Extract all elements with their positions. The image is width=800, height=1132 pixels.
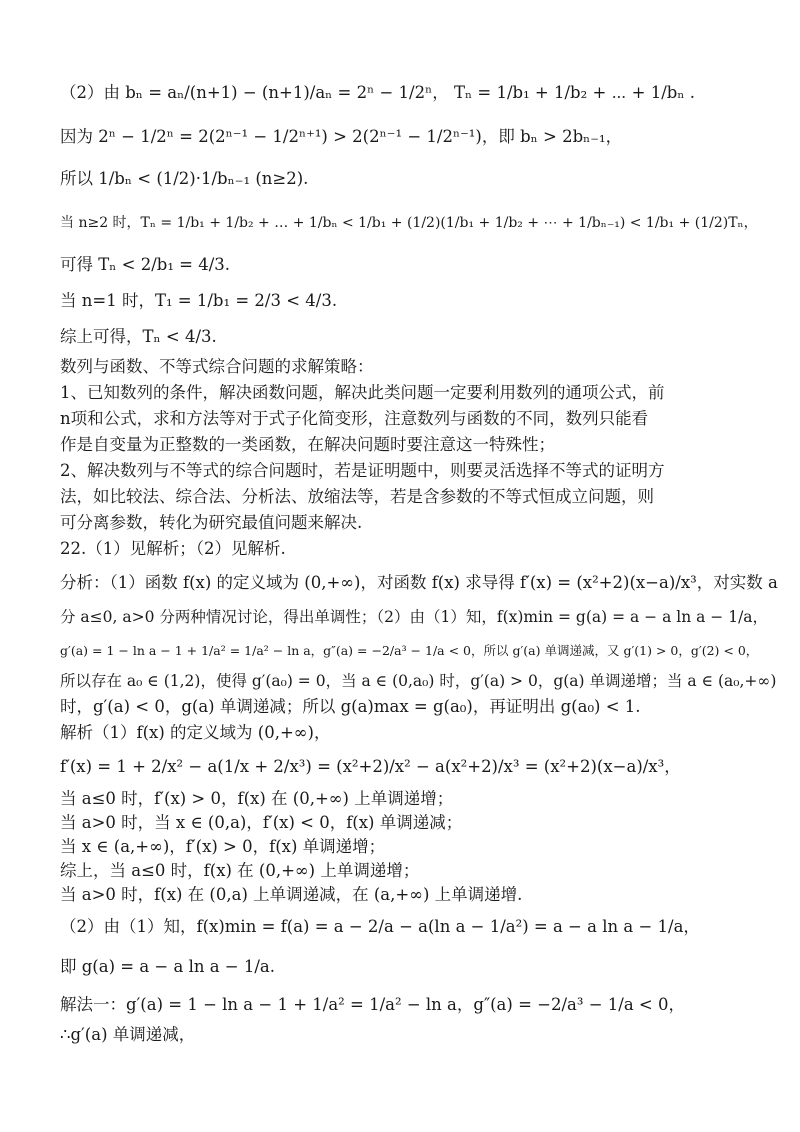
- line-n-equals-1: 当 n=1 时，T₁ = 1/b₁ = 2/3 < 4/3.: [60, 291, 338, 310]
- line-strategy-heading: 数列与函数、不等式综合问题的求解策略：: [60, 357, 374, 376]
- line-analysis-1: 分析：（1）函数 f(x) 的定义域为 (0,+∞)，对函数 f(x) 求导得 f′(x) = (x²+2)(x−a)/x³，对实数 a: [60, 573, 778, 592]
- line-reciprocal-bound: 所以 1/bₙ < (1/2)·1/bₙ₋₁ (n≥2).: [60, 169, 309, 188]
- line-analysis-2: 分 a≤0, a>0 分两种情况讨论，得出单调性；（2）由（1）知，f(x)min = g(a) = a − a ln a − 1/a，: [60, 608, 769, 626]
- line-analysis-5: 时，g′(a) < 0，g(a) 单调递减；所以 g(a)max = g(a₀)，再证明出 g(a₀) < 1.: [60, 697, 641, 716]
- line-g-definition: 即 g(a) = a − a ln a − 1/a.: [60, 957, 276, 976]
- line-part2-bn-definition: （2）由 bₙ = aₙ/(n+1) − (n+1)/aₙ = 2ⁿ − 1/2ⁿ， Tₙ = 1/b₁ + 1/b₂ + ⋯ + 1/bₙ .: [60, 83, 695, 102]
- line-strategy-1b: n项和公式，求和方法等对于式子化简变形，注意数列与函数的不同，数列只能看: [60, 409, 649, 428]
- line-part2-fmin: （2）由（1）知，f(x)min = f(a) = a − 2/a − a(ln a − 1/a²) = a − a ln a − 1/a，: [60, 917, 700, 936]
- line-case-a-gt-0-dec: 当 a>0 时，当 x ∈ (0,a)，f′(x) < 0，f(x) 单调递减；: [60, 813, 463, 832]
- line-strategy-1a: 1、已知数列的条件，解决函数问题，解决此类问题一定要利用数列的通项公式，前: [60, 383, 665, 402]
- line-analysis-4: 所以存在 a₀ ∈ (1,2)，使得 g′(a₀) = 0，当 a ∈ (0,a₀) 时，g′(a) > 0，g(a) 单调递增；当 a ∈ (a₀,+∞): [60, 672, 777, 690]
- line-summary-2: 当 a>0 时，f(x) 在 (0,a) 上单调递减，在 (a,+∞) 上单调递增.: [60, 885, 523, 904]
- line-g-prime-decreasing: ∴g′(a) 单调递减，: [60, 1025, 196, 1044]
- line-strategy-1c: 作是自变量为正整数的一类函数，在解决问题时要注意这一特殊性；: [60, 435, 555, 454]
- line-tn-bound: 当 n≥2 时，Tₙ = 1/b₁ + 1/b₂ + … + 1/bₙ < 1/b₁ + (1/2)(1/b₁ + 1/b₂ + ⋯ + 1/bₙ₋₁) < 1/b₁ + (1/2)Tₙ，: [60, 215, 758, 231]
- line-case-a-le-0: 当 a≤0 时，f′(x) > 0，f(x) 在 (0,+∞) 上单调递增；: [60, 789, 454, 808]
- line-tn-result: 可得 Tₙ < 2/b₁ = 4/3.: [60, 255, 231, 274]
- line-summary-1: 综上，当 a≤0 时，f(x) 在 (0,+∞) 上单调递增；: [60, 861, 420, 880]
- line-question-22: 22.（1）见解析；（2）见解析.: [60, 539, 286, 558]
- line-method-1: 解法一：g′(a) = 1 − ln a − 1 + 1/a² = 1/a² − ln a，g″(a) = −2/a³ − 1/a < 0，: [60, 995, 686, 1014]
- line-conclusion: 综上可得，Tₙ < 4/3.: [60, 327, 217, 346]
- line-strategy-2c: 可分离参数，转化为研究最值问题来解决.: [60, 513, 363, 532]
- line-strategy-2a: 2、解决数列与不等式的综合问题时，若是证明题中，则要灵活选择不等式的证明方: [60, 461, 665, 480]
- line-strategy-2b: 法，如比较法、综合法、分析法、放缩法等，若是含参数的不等式恒成立问题，则: [60, 487, 654, 506]
- line-derivative: f′(x) = 1 + 2/x² − a(1/x + 2/x³) = (x²+2)/x² − a(x²+2)/x³ = (x²+2)(x−a)/x³，: [60, 757, 681, 776]
- line-inequality-bn: 因为 2ⁿ − 1/2ⁿ = 2(2ⁿ⁻¹ − 1/2ⁿ⁺¹) > 2(2ⁿ⁻¹ − 1/2ⁿ⁻¹)，即 bₙ > 2bₙ₋₁，: [60, 127, 623, 146]
- line-solution-1: 解析（1）f(x) 的定义域为 (0,+∞)，: [60, 723, 331, 742]
- line-case-a-gt-0-inc: 当 x ∈ (a,+∞)，f′(x) > 0，f(x) 单调递增；: [60, 837, 386, 856]
- line-analysis-3: g′(a) = 1 − ln a − 1 + 1/a² = 1/a² − ln a，g″(a) = −2/a³ − 1/a < 0，所以 g′(a) 单调递减，又 g′(1) > 0，g′(2) < 0，: [60, 643, 759, 658]
